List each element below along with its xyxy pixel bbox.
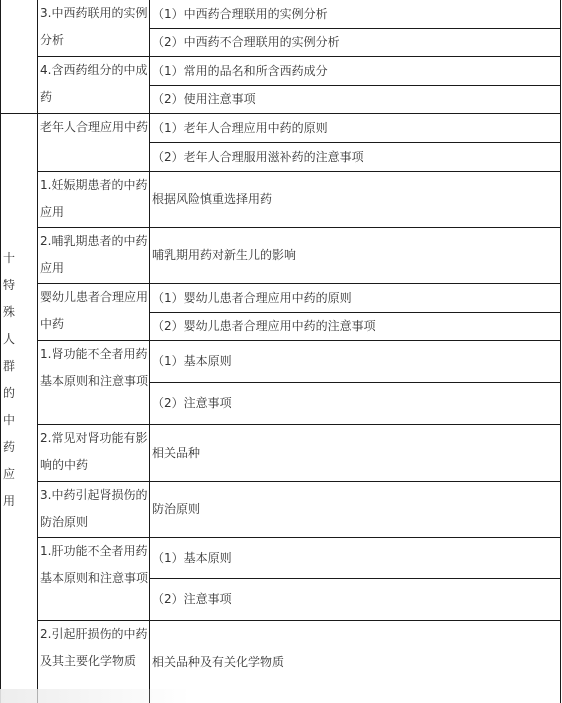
subject-cell: 1.肝功能不全者用药基本原则和注意事项	[40, 544, 149, 585]
subject-cell: 3.中药引起肾损伤的防治原则	[40, 488, 148, 529]
item-cell: （1）婴幼儿患者合理应用中药的原则	[152, 290, 352, 305]
item-cell: （2）中西药不合理联用的实例分析	[152, 35, 340, 49]
item-cell: （1）基本原则	[152, 354, 232, 368]
item-cell: 相关品种	[152, 445, 201, 460]
item-cell: （1）中西药合理联用的实例分析	[152, 6, 328, 21]
subject-cell: 老年人合理应用中药	[40, 120, 149, 134]
item-cell: 防治原则	[152, 502, 201, 516]
bottom-fade-overlay	[0, 689, 190, 703]
table-border-right	[560, 0, 561, 703]
table-border-left	[0, 0, 1, 703]
item-cell: 相关品种及有关化学物质	[152, 654, 285, 669]
subject-cell: 3.中西药联用的实例分析	[40, 6, 148, 47]
item-cell: （1）老年人合理应用中药的原则	[152, 120, 328, 135]
subject-cell: 1.妊娠期患者的中药应用	[40, 178, 148, 219]
item-cell: （2）老年人合理服用滋补药的注意事项	[152, 149, 364, 164]
subject-cell: 4.含西药组分的中成药	[40, 63, 148, 104]
item-cell: 根据风险慎重选择用药	[152, 192, 273, 206]
subject-cell: 2.引起肝损伤的中药及其主要化学物质	[40, 627, 148, 668]
item-cell: （1）基本原则	[152, 550, 232, 565]
item-cell: （2）注意事项	[152, 592, 232, 606]
item-cell: （2）注意事项	[152, 396, 232, 410]
item-cell: （1）常用的品名和所含西药成分	[152, 63, 328, 78]
item-cell: 哺乳期用药对新生儿的影响	[152, 248, 297, 262]
subject-cell: 2.常见对肾功能有影响的中药	[40, 431, 148, 472]
category-label: 十 特 殊 人 群 的 中 药 应 用	[2, 251, 15, 508]
item-cell: （2）使用注意事项	[152, 92, 256, 106]
item-cell: （2）婴幼儿患者合理应用中药的注意事项	[152, 319, 376, 333]
subject-cell: 2.哺乳期患者的中药应用	[40, 234, 148, 275]
subject-cell: 1.肾功能不全者用药基本原则和注意事项	[40, 347, 149, 388]
subject-cell: 婴幼儿患者合理应用中药	[40, 290, 149, 331]
